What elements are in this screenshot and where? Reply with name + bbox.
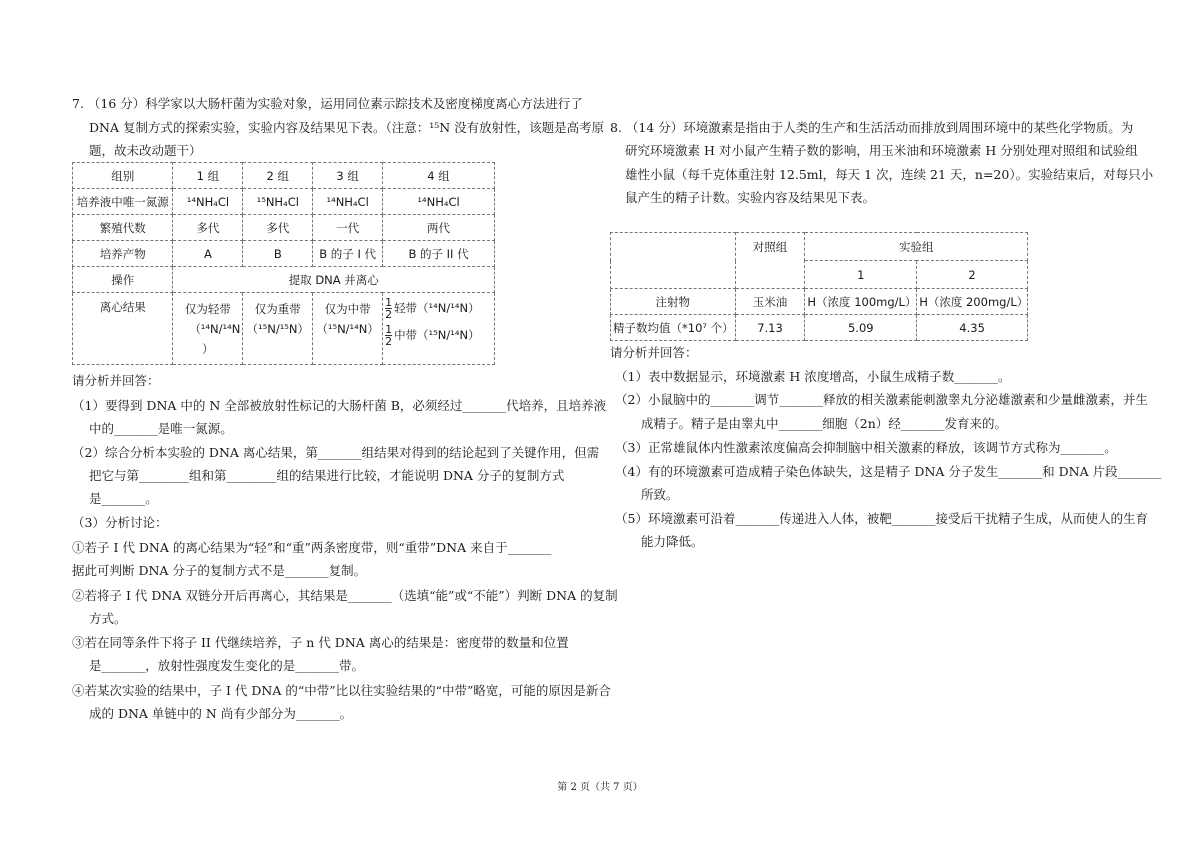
q7-cell: 2 组: [243, 163, 313, 189]
q7-answer-line: 是_______，放射性强度发生变化的是_______带。: [89, 658, 365, 673]
q7-answer-line: 成的 DNA 单链中的 N 尚有少部分为_______。: [89, 706, 353, 721]
q8-cell: H（浓度 100mg/L）: [805, 289, 917, 315]
q8-answer-line: 所致。: [641, 487, 679, 502]
q7-cell: 组别: [73, 163, 173, 189]
q7-cell: 操作: [73, 267, 173, 293]
q7-cell: A: [173, 241, 243, 267]
q7-stem-line-3: 题，故未改动题干）: [89, 143, 202, 158]
q7-cell: B 的子 I 代: [313, 241, 383, 267]
q8-corner-cell: [611, 233, 736, 289]
q7-cell: 多代: [243, 215, 313, 241]
q8-cell: 玉米油: [735, 289, 805, 315]
q8-cell: H（浓度 200mg/L）: [917, 289, 1028, 315]
q7-cell: 1 组: [173, 163, 243, 189]
q7-answer-line: （3）分析讨论：: [72, 515, 168, 530]
q8-cell: 1: [805, 261, 917, 289]
q8-cell: 7.13: [735, 315, 805, 341]
q7-cell: ¹⁴NH₄Cl: [383, 189, 495, 215]
q7-answer-line: ④若某次实验的结果中，子 I 代 DNA 的“中带”比以往实验结果的“中带”略宽，可能的原因是新合: [72, 683, 611, 698]
q7-cell: B: [243, 241, 313, 267]
q7-cell: 培养液中唯一氮源: [73, 189, 173, 215]
q8-answer-line: 能力降低。: [641, 534, 704, 549]
q8-cell: 注射物: [611, 289, 736, 315]
q7-cell: 多代: [173, 215, 243, 241]
q7-result-text: 仅为重带: [254, 302, 301, 316]
q7-answer-line: ③若在同等条件下将子 II 代继续培养，子 n 代 DNA 离心的结果是：密度带的数量和位置: [72, 635, 569, 650]
half-fraction: $\frac{1}{2}$: [385, 296, 393, 321]
q7-result-text: ）: [202, 342, 214, 356]
q7-answer-line: 方式。: [89, 611, 127, 626]
q8-answer-line: 请分析并回答：: [610, 345, 698, 360]
page-footer: 第 2 页（共 7 页）: [557, 782, 643, 793]
q8-table: [610, 232, 1028, 341]
q8-stem-line-2: 研究环境激素 H 对小鼠产生精子数的影响，用玉米油和环境激素 H 分别处理对照组和试验组: [625, 143, 1138, 158]
q7-cell: ¹⁴NH₄Cl: [313, 189, 383, 215]
q7-table: [72, 162, 495, 365]
q8-cell: 实验组: [805, 233, 1028, 261]
q7-result-text: 仅为轻带: [184, 302, 231, 316]
q7-result-1: [173, 293, 243, 365]
q7-answer-line: （2）综合分析本实验的 DNA 离心结果，第_______组结果对得到的结论起到了关键作用，但需: [72, 445, 600, 460]
q8-cell: 对照组: [735, 233, 805, 289]
q8-answer-line: （4）有的环境激素可造成精子染色体缺失，这是精子 DNA 分子发生_______和 DNA 片段_______: [615, 464, 1162, 479]
q7-answer-line: 是_______。: [89, 491, 158, 506]
q7-cell: 繁殖代数: [73, 215, 173, 241]
q8-cell: 2: [917, 261, 1028, 289]
q7-cell: 3 组: [313, 163, 383, 189]
q7-cell: 两代: [383, 215, 495, 241]
q7-result-text: （¹⁵N/¹⁵N）: [246, 322, 310, 336]
q7-result-3: [313, 293, 383, 365]
q8-cell: 5.09: [805, 315, 917, 341]
q7-result-text: 中带（¹⁵N/¹⁴N）: [394, 328, 480, 342]
q7-result-4: [383, 293, 495, 365]
q7-answer-line: ①若子 I 代 DNA 的离心结果为“轻”和“重”两条密度带，则“重带”DNA 来自于_______: [72, 540, 552, 555]
q8-stem-line-1: 8. （14 分）环境激素是指由于人类的生产和生活活动而排放到周围环境中的某些化学物质。为: [610, 120, 1134, 135]
q7-cell: ¹⁴NH₄Cl: [173, 189, 243, 215]
q8-answer-line: （5）环境激素可沿着_______传递进入人体，被靶_______接受后干扰精子生成，从而使人的生育: [615, 511, 1148, 526]
q7-cell: 离心结果: [73, 293, 173, 365]
q8-cell: 4.35: [917, 315, 1028, 341]
q7-cell: ¹⁵NH₄Cl: [243, 189, 313, 215]
q7-cell: 提取 DNA 并离心: [173, 267, 495, 293]
q8-stem-line-3: 雄性小鼠（每千克体重注射 12.5ml，每天 1 次，连续 21 天，n=20）。实验结束后，对每只小: [625, 167, 1154, 182]
q8-answer-line: 成精子。精子是由睾丸中_______细胞（2n）经_______发育来的。: [641, 416, 1008, 431]
q7-stem-line-2: DNA 复制方式的探索实验，实验内容及结果见下表。（注意：¹⁵N 没有放射性，该题是高考原: [89, 120, 605, 135]
half-fraction: $\frac{1}{2}$: [385, 323, 393, 348]
q7-cell: B 的子 II 代: [383, 241, 495, 267]
q8-answer-line: （2）小鼠脑中的_______调节_______释放的相关激素能刺激睾丸分泌雄激素和少量雌激素，并生: [615, 392, 1148, 407]
q8-stem-line-4: 鼠产生的精子计数。实验内容及结果见下表。: [625, 190, 876, 205]
q7-result-text: 轻带（¹⁴N/¹⁴N）: [394, 301, 480, 315]
q7-answer-line: 据此可判断 DNA 分子的复制方式不是_______复制。: [72, 563, 367, 578]
q8-cell: 精子数均值（*10⁷ 个）: [611, 315, 736, 341]
q7-answer-line: 请分析并回答：: [72, 373, 160, 388]
q7-result-text: （¹⁴N/¹⁴N: [189, 322, 241, 336]
q7-result-text: （¹⁵N/¹⁴N）: [316, 322, 379, 336]
q7-answer-line: 中的_______是唯一氮源。: [89, 421, 233, 436]
q7-cell: 培养产物: [73, 241, 173, 267]
q7-cell: 一代: [313, 215, 383, 241]
q8-answer-line: （1）表中数据显示，环境激素 H 浓度增高，小鼠生成精子数_______。: [615, 369, 1011, 384]
q7-answer-line: 把它与第________组和第________组的结果进行比较，才能说明 DNA 分子的复制方式: [89, 468, 565, 483]
q7-result-2: [243, 293, 313, 365]
q7-answer-line: ②若将子 I 代 DNA 双链分开后再离心，其结果是_______（选填“能”或“不能”）判断 DNA 的复制: [72, 588, 618, 603]
q8-answer-line: （3）正常雄鼠体内性激素浓度偏高会抑制脑中相关激素的释放，该调节方式称为_______。: [615, 440, 1117, 455]
q7-result-text: 仅为中带: [324, 302, 371, 316]
q7-stem-line-1: 7. （16 分）科学家以大肠杆菌为实验对象，运用同位素示踪技术及密度梯度离心方法进行了: [72, 96, 583, 111]
q7-answer-line: （1）要得到 DNA 中的 N 全部被放射性标记的大肠杆菌 B，必须经过_______代培养，且培养液: [72, 398, 607, 413]
q7-cell: 4 组: [383, 163, 495, 189]
